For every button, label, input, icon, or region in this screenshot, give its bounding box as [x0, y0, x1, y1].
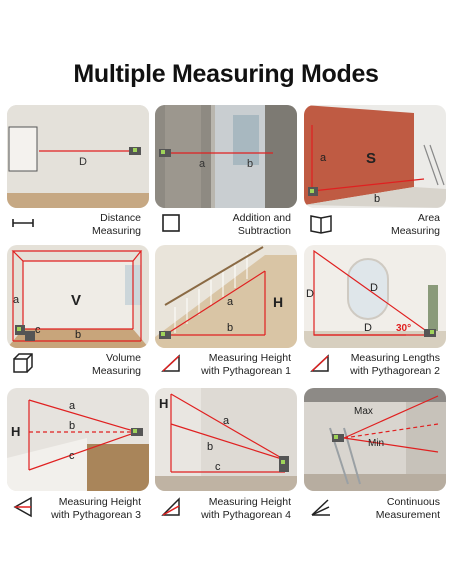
- mark-a: a: [223, 415, 230, 427]
- mark-angle: 30°: [396, 323, 412, 334]
- mode-label-addition: Addition and Subtraction: [232, 212, 291, 237]
- mark-a: a: [199, 158, 206, 170]
- mode-label-continuous: Continuous Measurement: [375, 496, 440, 521]
- mode-card-pythagorean-4: [155, 388, 297, 491]
- mark-b: b: [207, 441, 214, 453]
- mark-max: Max: [354, 406, 373, 417]
- mark-min: Min: [368, 438, 385, 449]
- mark-s: S: [366, 150, 377, 167]
- mark-d: D: [79, 156, 87, 168]
- mark-h: H: [159, 396, 169, 411]
- mark-b: b: [69, 420, 76, 432]
- page-title: Multiple Measuring Modes: [73, 60, 379, 88]
- mode-card-continuous: [304, 388, 446, 491]
- mode-card-volume: [7, 245, 149, 348]
- mode-label-pythagorean-3: Measuring Height with Pythagorean 3: [51, 496, 141, 521]
- mark-b: b: [227, 322, 234, 334]
- mark-b: b: [75, 329, 82, 341]
- mode-label-area: Area Measuring: [390, 212, 440, 237]
- mode-label-volume: Volume Measuring: [91, 352, 141, 377]
- mark-d-3: D: [364, 322, 372, 334]
- mark-a: a: [227, 296, 234, 308]
- mode-card-area: [304, 105, 446, 208]
- mode-label-pythagorean-1: Measuring Height with Pythagorean 1: [201, 352, 291, 377]
- mark-d-1: D: [306, 288, 314, 300]
- mode-card-addition: [155, 105, 297, 208]
- mark-c: c: [35, 324, 41, 336]
- mark-d-2: D: [370, 282, 378, 294]
- mark-a: a: [13, 294, 20, 306]
- mark-c: c: [69, 450, 75, 462]
- mark-h: H: [273, 294, 284, 310]
- mode-card-pythagorean-1: [155, 245, 297, 348]
- mode-label-distance: Distance Measuring: [91, 212, 141, 237]
- mode-card-pythagorean-2: [304, 245, 446, 348]
- mode-card-pythagorean-3: [7, 388, 149, 491]
- mark-b: b: [374, 193, 381, 205]
- mark-h: H: [11, 424, 21, 439]
- mark-v: V: [71, 292, 82, 309]
- mark-c: c: [215, 461, 221, 473]
- mark-a: a: [320, 152, 327, 164]
- mark-b: b: [247, 158, 254, 170]
- mode-card-distance: [7, 105, 149, 208]
- mode-label-pythagorean-2: Measuring Lengths with Pythagorean 2: [350, 352, 440, 377]
- mode-label-pythagorean-4: Measuring Height with Pythagorean 4: [201, 496, 291, 521]
- mark-a: a: [69, 400, 76, 412]
